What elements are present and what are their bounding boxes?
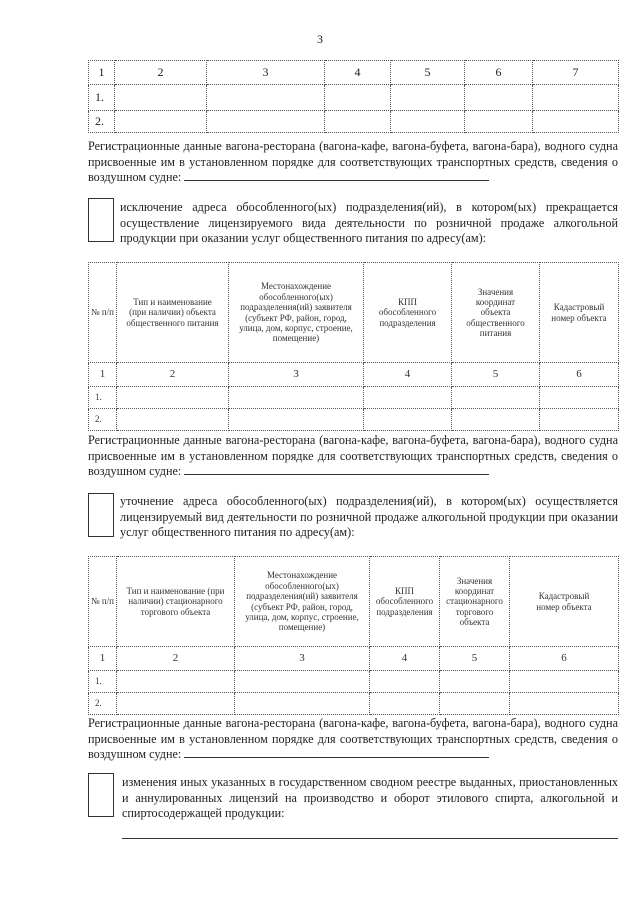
col-num: 1 xyxy=(89,61,115,85)
registration-fill-line[interactable] xyxy=(184,170,489,181)
table-row xyxy=(89,693,619,715)
table-cell[interactable] xyxy=(117,671,235,693)
table-cell[interactable] xyxy=(540,387,619,409)
table-cell[interactable] xyxy=(115,111,207,133)
exclusion-checkbox[interactable] xyxy=(88,198,114,242)
table-cell[interactable] xyxy=(510,671,619,693)
col-num: 5 xyxy=(391,61,465,85)
changes-fill-line[interactable] xyxy=(122,838,618,839)
table-cell[interactable] xyxy=(370,693,440,715)
col-num: 4 xyxy=(325,61,391,85)
col-num: 4 xyxy=(364,363,452,387)
table-cell[interactable] xyxy=(440,671,510,693)
col-num: 7 xyxy=(533,61,619,85)
row-number: 1. xyxy=(89,671,117,693)
column-header: Значения координат объекта общественного питания xyxy=(452,263,540,363)
row-number: 1. xyxy=(89,387,117,409)
registration-text: Регистрационные данные вагона-ресторана (вагона-кафе, вагона-буфета, вагона-бара), водного судна присвоенные им в установленном порядке для соответствующих транспортных средств, сведения о воздушном судне: xyxy=(88,716,618,761)
column-header: Кадастровый номер объекта xyxy=(510,557,619,647)
col-num: 2 xyxy=(117,363,229,387)
registration-fill-line[interactable] xyxy=(184,464,489,475)
table-cell[interactable] xyxy=(452,409,540,431)
col-num: 2 xyxy=(117,647,235,671)
row-number: 2. xyxy=(89,111,115,133)
table-cell[interactable] xyxy=(117,409,229,431)
col-num: 3 xyxy=(229,363,364,387)
table-row xyxy=(89,85,619,111)
column-header: Местонахождение обособленного(ых) подразделения(ий) заявителя (субъект РФ, район, город, улица, дом, корпус, строение, помещение) xyxy=(229,263,364,363)
table-cell[interactable] xyxy=(229,409,364,431)
exclusion-table xyxy=(88,262,619,431)
table-cell[interactable] xyxy=(391,111,465,133)
column-header: Кадастровый номер объекта xyxy=(540,263,619,363)
table-cell[interactable] xyxy=(364,409,452,431)
table-row xyxy=(89,409,619,431)
changes-text: изменения иных указанных в государственном сводном реестре выданных, приостановленных и аннулированных лицензий на производство и оборот этилового спирта, алкогольной и спиртосодержащей продукции: xyxy=(122,775,618,820)
table-cell[interactable] xyxy=(235,693,370,715)
col-num: 5 xyxy=(452,363,540,387)
col-num: 4 xyxy=(370,647,440,671)
column-header: Тип и наименование (при наличии) стационарного торгового объекта xyxy=(117,557,235,647)
col-num: 6 xyxy=(510,647,619,671)
table-cell[interactable] xyxy=(533,111,619,133)
table-cell[interactable] xyxy=(207,111,325,133)
exclusion-text: исключение адреса обособленного(ых) подразделения(ий), в котором(ых) прекращается осуществление лицензируемого вида деятельности по розничной продаже алкогольной продукции при оказании услуг общественного питания по адресу(ам): xyxy=(120,200,618,245)
column-header: Значения координат стационарного торгового объекта xyxy=(440,557,510,647)
table-cell[interactable] xyxy=(465,111,533,133)
table-cell[interactable] xyxy=(510,693,619,715)
table-cell[interactable] xyxy=(391,85,465,111)
table-cell[interactable] xyxy=(325,111,391,133)
col-num: 5 xyxy=(440,647,510,671)
table-cell[interactable] xyxy=(115,85,207,111)
table-cell[interactable] xyxy=(229,387,364,409)
column-header: № п/п xyxy=(89,263,117,363)
table-cell[interactable] xyxy=(440,693,510,715)
changes-checkbox[interactable] xyxy=(88,773,114,817)
row-number: 1. xyxy=(89,85,115,111)
column-header: № п/п xyxy=(89,557,117,647)
table-cell[interactable] xyxy=(364,387,452,409)
table-cell[interactable] xyxy=(235,671,370,693)
table-cell[interactable] xyxy=(325,85,391,111)
table-cell[interactable] xyxy=(540,409,619,431)
col-num: 1 xyxy=(89,363,117,387)
column-header: Тип и наименование (при наличии) объекта общественного питания xyxy=(117,263,229,363)
registration-paragraph xyxy=(88,139,618,186)
col-num: 3 xyxy=(207,61,325,85)
registration-paragraph xyxy=(88,433,618,480)
page-number: 3 xyxy=(317,32,323,46)
col-num: 3 xyxy=(235,647,370,671)
clarification-text: уточнение адреса обособленного(ых) подразделения(ий), в котором(ых) осуществляется лицензируемый вид деятельности по розничной продаже алкогольной продукции при оказании услуг общественного питания по адресу(ам): xyxy=(120,494,618,539)
col-num: 6 xyxy=(540,363,619,387)
table-row xyxy=(89,671,619,693)
column-header: Местонахождение обособленного(ых) подразделения(ий) заявителя (субъект РФ, район, город, улица, дом, корпус, строение, помещение) xyxy=(235,557,370,647)
table-cell[interactable] xyxy=(117,387,229,409)
table-row xyxy=(89,387,619,409)
column-header: КПП обособленного подразделения xyxy=(370,557,440,647)
registration-text: Регистрационные данные вагона-ресторана (вагона-кафе, вагона-буфета, вагона-бара), водного судна присвоенные им в установленном порядке для соответствующих транспортных средств, сведения о воздушном судне: xyxy=(88,139,618,184)
table-cell[interactable] xyxy=(117,693,235,715)
col-num: 2 xyxy=(115,61,207,85)
table-cell[interactable] xyxy=(465,85,533,111)
table-cell[interactable] xyxy=(452,387,540,409)
row-number: 2. xyxy=(89,693,117,715)
col-num: 1 xyxy=(89,647,117,671)
row-number: 2. xyxy=(89,409,117,431)
clarification-checkbox[interactable] xyxy=(88,493,114,537)
column-header: КПП обособленного подразделения xyxy=(364,263,452,363)
registration-paragraph xyxy=(88,716,618,763)
table-cell[interactable] xyxy=(207,85,325,111)
registration-text: Регистрационные данные вагона-ресторана (вагона-кафе, вагона-буфета, вагона-бара), водного судна присвоенные им в установленном порядке для соответствующих транспортных средств, сведения о воздушном судне: xyxy=(88,433,618,478)
top-table xyxy=(88,60,619,133)
clarification-table xyxy=(88,556,619,715)
table-row xyxy=(89,111,619,133)
table-cell[interactable] xyxy=(533,85,619,111)
table-cell[interactable] xyxy=(370,671,440,693)
registration-fill-line[interactable] xyxy=(184,747,489,758)
col-num: 6 xyxy=(465,61,533,85)
